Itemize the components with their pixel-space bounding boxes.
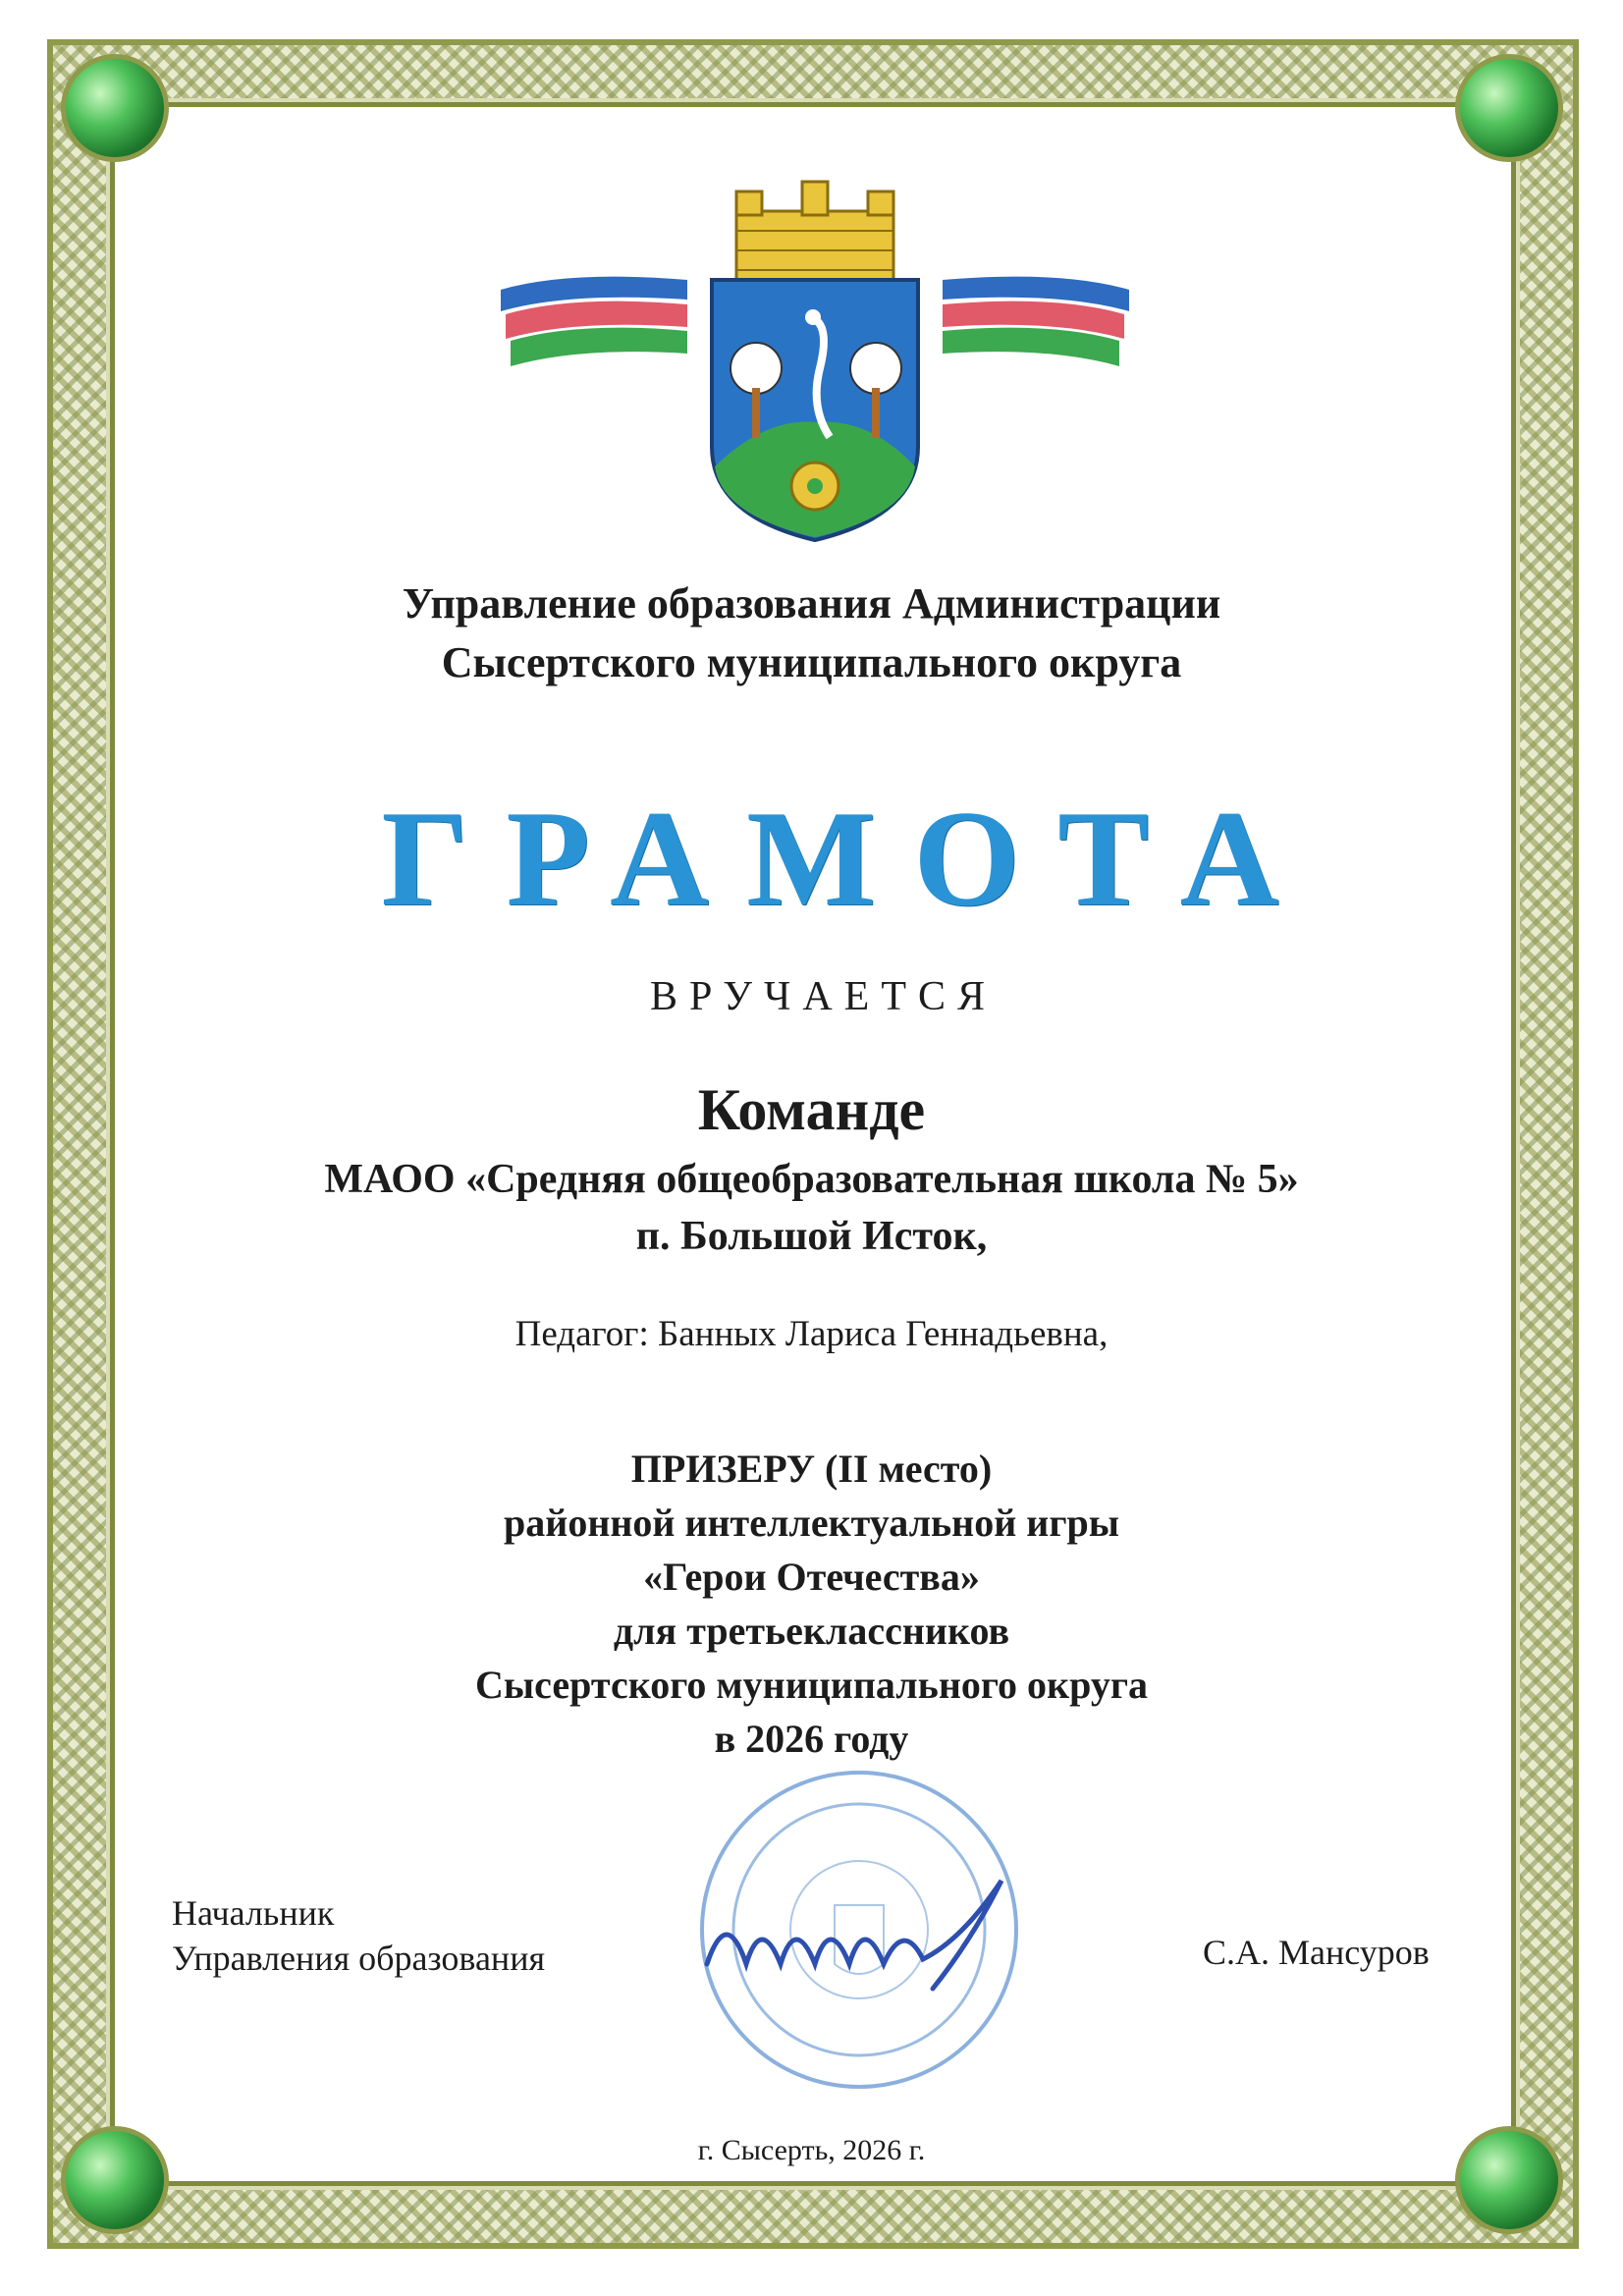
prize-line-5: Сысертского муниципального округа xyxy=(475,1663,1148,1707)
coat-of-arms-emblem xyxy=(491,172,1139,545)
shield xyxy=(712,280,918,540)
issuer-heading xyxy=(0,574,1623,692)
corner-gem-top-right xyxy=(1455,54,1563,162)
handwritten-signature xyxy=(707,1881,1001,1989)
corner-gem-top-left xyxy=(61,54,169,162)
prize-description xyxy=(0,1442,1623,1766)
mural-crown xyxy=(736,182,893,280)
signatory-position-line-2: Управления образования xyxy=(172,1939,546,1978)
issuer-line-2: Сысертского муниципального округа xyxy=(441,638,1182,686)
prize-line-1: ПРИЗЕРУ (II место) xyxy=(630,1447,993,1491)
official-stamp xyxy=(687,1758,1031,2102)
recipient-org-line-2: п. Большой Исток, xyxy=(635,1214,988,1259)
prize-line-6: в 2026 году xyxy=(714,1717,909,1761)
prize-line-2: районной интеллектуальной игры xyxy=(504,1501,1119,1545)
recipient-heading: Команде xyxy=(697,1077,926,1142)
place-and-date: г. Сысерть, 2026 г. xyxy=(697,2134,926,2166)
teacher-line: Педагог: Банных Лариса Геннадьевна, xyxy=(514,1314,1109,1354)
awarded-label: ВРУЧАЕТСЯ xyxy=(649,974,998,1019)
signatory-position xyxy=(172,1890,545,1981)
signatory-position-line-1: Начальник xyxy=(172,1893,335,1933)
signatory-name: С.А. Мансуров xyxy=(1203,1933,1430,1972)
certificate-title: ГРАМОТА xyxy=(381,783,1317,935)
issuer-line-1: Управление образования Администрации xyxy=(402,579,1221,628)
recipient-organization xyxy=(0,1151,1623,1265)
recipient-org-line-1: МАОО «Средняя общеобразовательная школа № 5» xyxy=(324,1157,1299,1202)
flag-ribbon-left xyxy=(501,277,687,366)
flag-ribbon-right xyxy=(943,277,1129,366)
prize-line-4: для третьеклассников xyxy=(613,1609,1010,1653)
prize-line-3: «Герои Отечества» xyxy=(643,1555,980,1599)
